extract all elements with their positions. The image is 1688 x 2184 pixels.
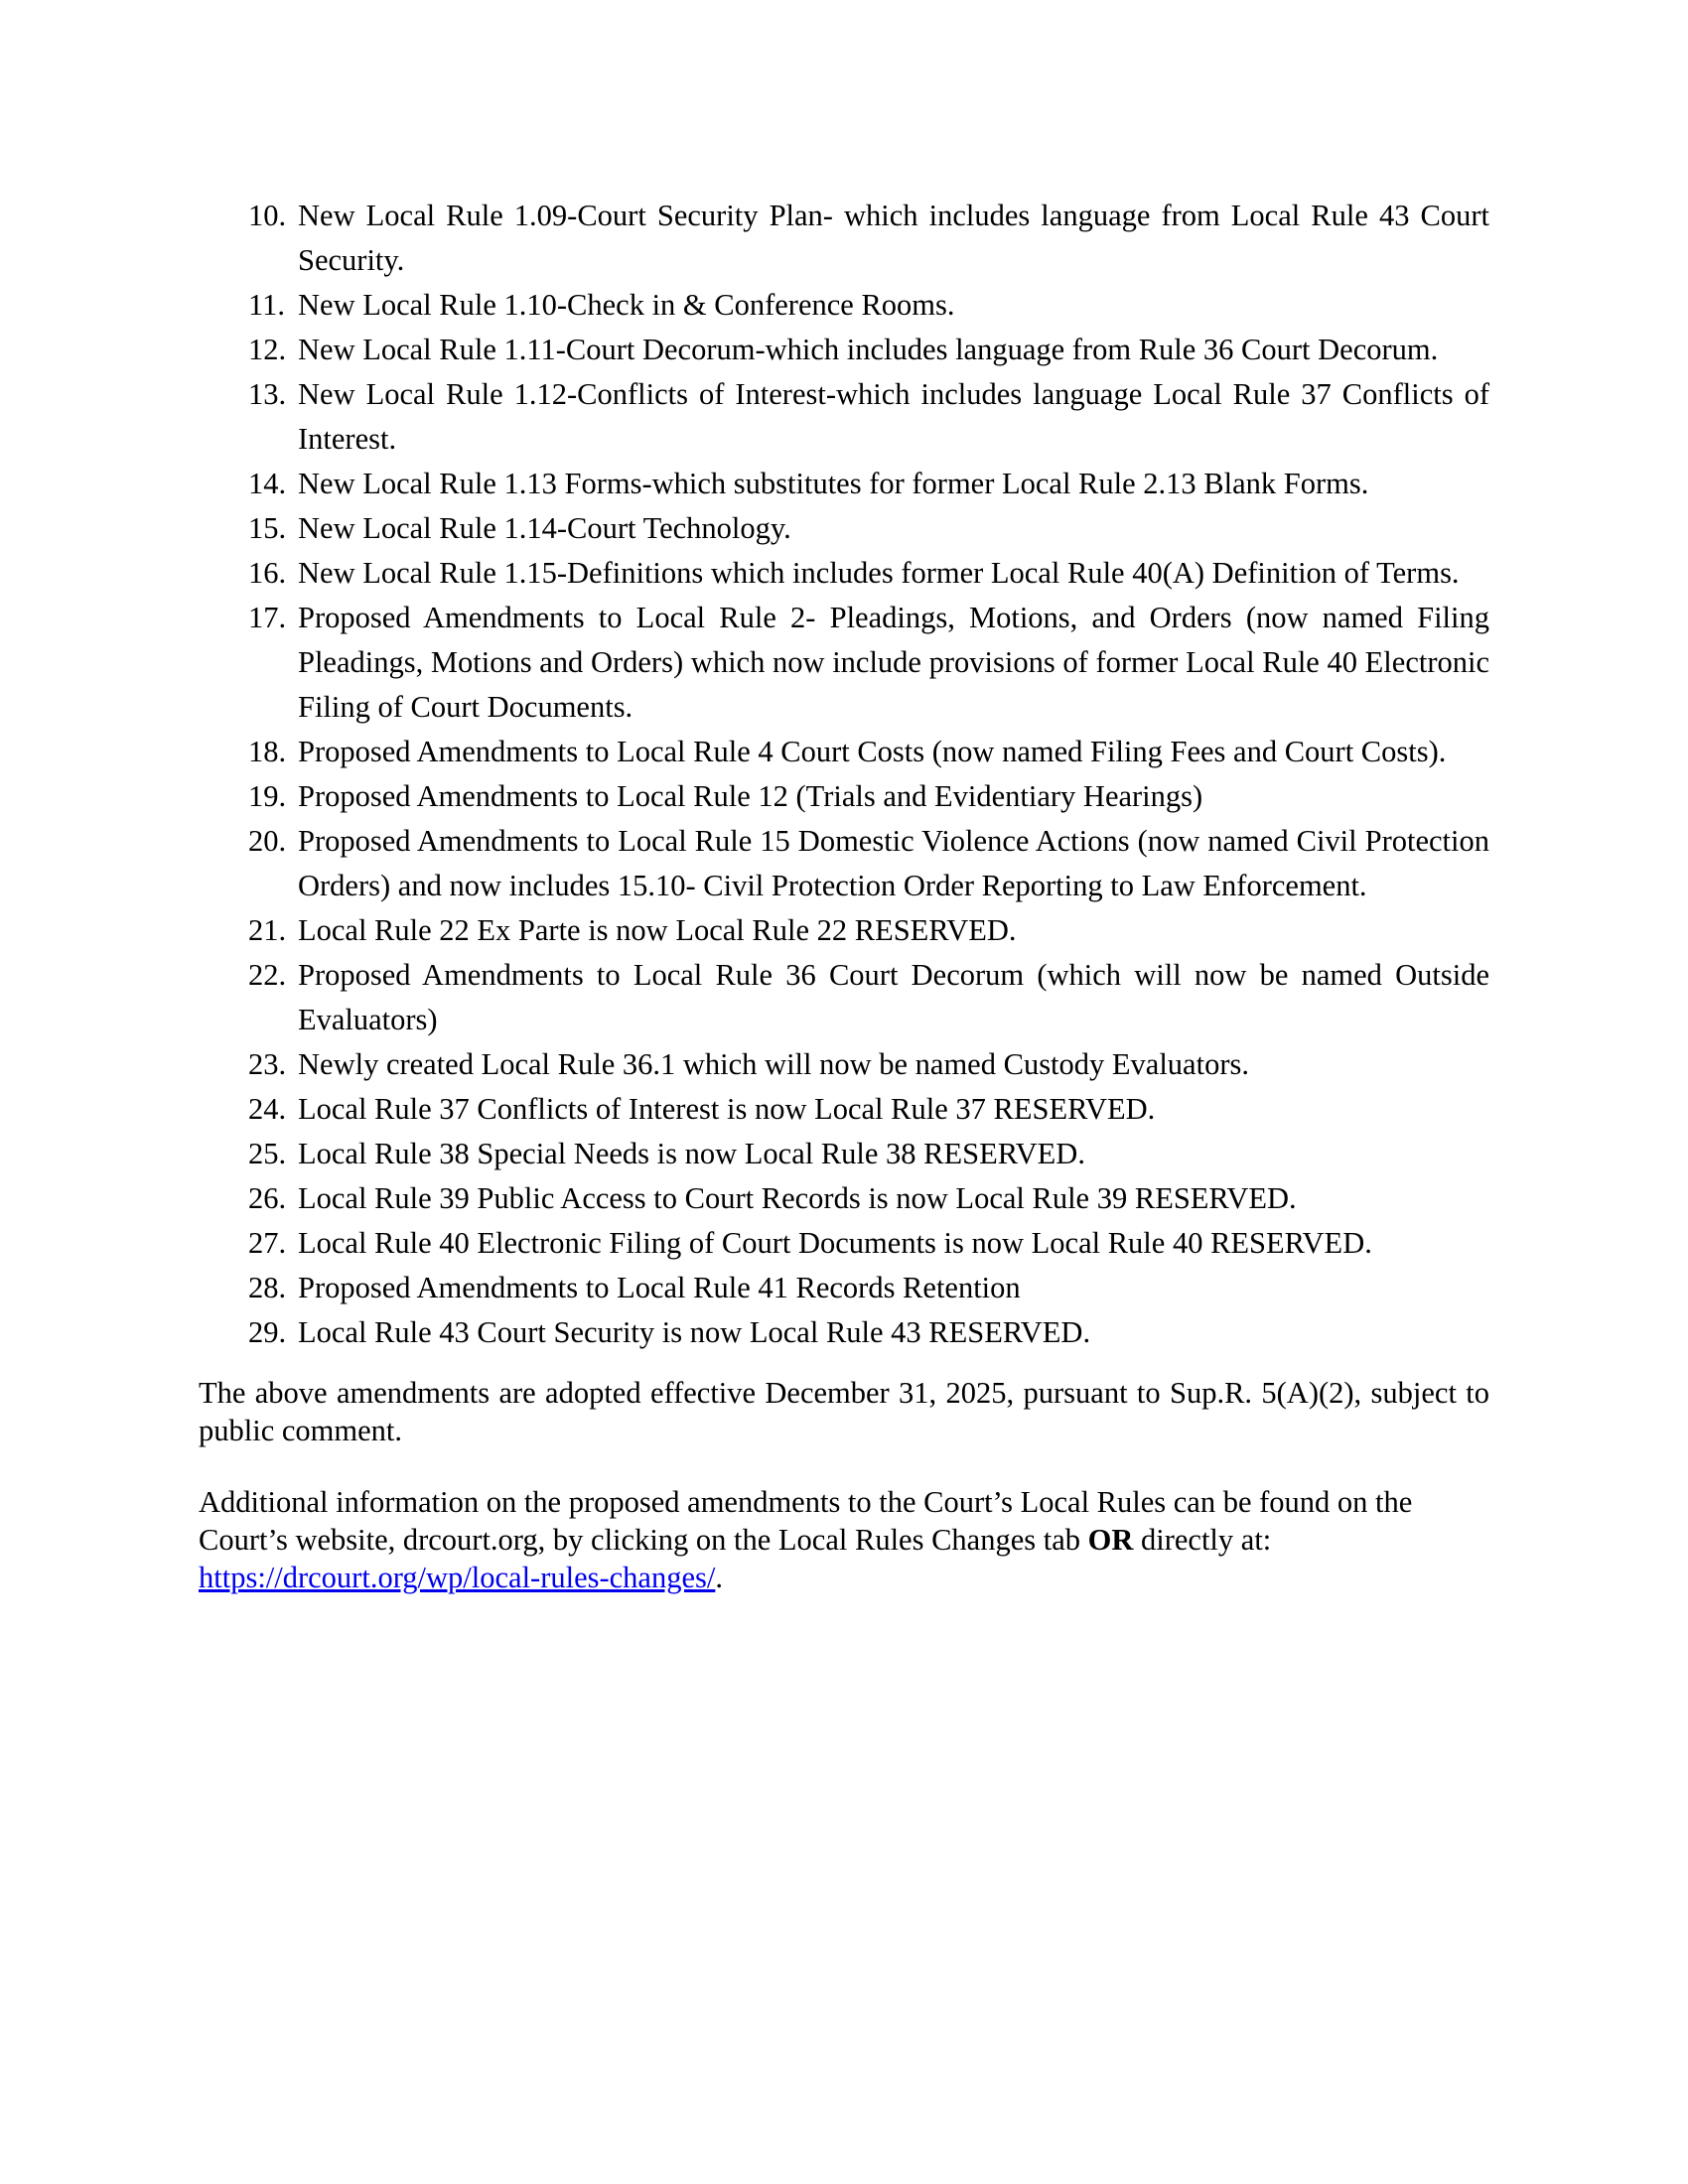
list-item-text: Proposed Amendments to Local Rule 41 Records Retention <box>298 1271 1021 1304</box>
list-item-text: New Local Rule 1.11-Court Decorum-which includes language from Rule 36 Court Decorum. <box>298 333 1439 366</box>
list-item-text: New Local Rule 1.14-Court Technology. <box>298 511 791 545</box>
list-item-number: 28. <box>248 1271 287 1304</box>
list-item <box>199 1042 1489 1087</box>
local-rules-changes-link[interactable]: https://drcourt.org/wp/local-rules-changes/ <box>199 1561 716 1594</box>
list-item <box>199 1132 1489 1176</box>
list-item-number: 26. <box>248 1181 287 1215</box>
list-item <box>199 372 1489 462</box>
list-item-number: 13. <box>248 377 287 411</box>
list-item <box>199 506 1489 551</box>
list-item-text: Local Rule 39 Public Access to Court Records is now Local Rule 39 RESERVED. <box>298 1181 1297 1215</box>
list-item-text: New Local Rule 1.13 Forms-which substitutes for former Local Rule 2.13 Blank Forms. <box>298 467 1369 500</box>
list-item-number: 20. <box>248 824 287 858</box>
or-emphasis: OR <box>1087 1523 1134 1557</box>
list-item-text: Proposed Amendments to Local Rule 36 Court Decorum (which will now be named Outside Evaluators) <box>298 958 1489 1036</box>
list-item-number: 14. <box>248 467 287 500</box>
list-item <box>199 194 1489 283</box>
list-item <box>199 328 1489 372</box>
list-item <box>199 908 1489 953</box>
list-item-number: 19. <box>248 779 287 813</box>
list-item-text: Proposed Amendments to Local Rule 15 Domestic Violence Actions (now named Civil Protection Orders) and now includes 15.10- Civil Protection Order Reporting to Law Enforcement. <box>298 824 1489 902</box>
additional-info-paragraph <box>199 1483 1489 1596</box>
list-item <box>199 774 1489 819</box>
list-item-number: 17. <box>248 601 287 634</box>
list-item-number: 27. <box>248 1226 287 1260</box>
list-item <box>199 462 1489 506</box>
additional-info-text-cont: directly at: <box>1133 1523 1272 1557</box>
list-item-number: 23. <box>248 1047 287 1081</box>
list-item-text: New Local Rule 1.09-Court Security Plan- which includes language from Local Rule 43 Court Security. <box>298 199 1489 277</box>
list-item <box>199 596 1489 730</box>
list-item <box>199 1266 1489 1310</box>
link-period: . <box>715 1561 723 1594</box>
list-item-number: 22. <box>248 958 287 992</box>
list-item-text: New Local Rule 1.12-Conflicts of Interest-which includes language Local Rule 37 Conflicts of Interest. <box>298 377 1489 456</box>
list-item <box>199 1221 1489 1266</box>
amendments-list <box>199 194 1489 1355</box>
list-item-text: New Local Rule 1.10-Check in & Conference Rooms. <box>298 288 955 322</box>
list-item <box>199 953 1489 1042</box>
list-item-text: Local Rule 38 Special Needs is now Local Rule 38 RESERVED. <box>298 1137 1085 1170</box>
list-item-number: 11. <box>248 288 285 322</box>
list-item <box>199 730 1489 774</box>
list-item <box>199 1176 1489 1221</box>
list-item-number: 15. <box>248 511 287 545</box>
list-item-number: 29. <box>248 1315 287 1349</box>
list-item-text: Newly created Local Rule 36.1 which will now be named Custody Evaluators. <box>298 1047 1249 1081</box>
list-item-text: Local Rule 40 Electronic Filing of Court Documents is now Local Rule 40 RESERVED. <box>298 1226 1372 1260</box>
list-item <box>199 1310 1489 1355</box>
list-item-number: 12. <box>248 333 287 366</box>
list-item-number: 25. <box>248 1137 287 1170</box>
additional-info-text: Additional information on the proposed amendments to the Court’s Local Rules can be found on the Court’s website, drcourt.org, by clicking on the Local Rules Changes tab <box>199 1485 1413 1557</box>
document-page <box>199 194 1489 1596</box>
list-item-number: 10. <box>248 199 287 232</box>
list-item-text: Local Rule 37 Conflicts of Interest is now Local Rule 37 RESERVED. <box>298 1092 1156 1126</box>
list-item-number: 24. <box>248 1092 287 1126</box>
list-item-number: 16. <box>248 556 287 590</box>
list-item-text: Proposed Amendments to Local Rule 4 Court Costs (now named Filing Fees and Court Costs). <box>298 735 1447 768</box>
list-item-text: Local Rule 22 Ex Parte is now Local Rule 22 RESERVED. <box>298 913 1017 947</box>
list-item <box>199 819 1489 908</box>
list-item-number: 18. <box>248 735 287 768</box>
list-item <box>199 283 1489 328</box>
list-item-text: Local Rule 43 Court Security is now Local Rule 43 RESERVED. <box>298 1315 1091 1349</box>
list-item <box>199 551 1489 596</box>
list-item-number: 21. <box>248 913 287 947</box>
list-item-text: Proposed Amendments to Local Rule 12 (Trials and Evidentiary Hearings) <box>298 779 1203 813</box>
list-item-text: New Local Rule 1.15-Definitions which includes former Local Rule 40(A) Definition of Terms. <box>298 556 1460 590</box>
list-item <box>199 1087 1489 1132</box>
adoption-paragraph: The above amendments are adopted effective December 31, 2025, pursuant to Sup.R. 5(A)(2), subject to public comment. <box>199 1376 1489 1447</box>
list-item-text: Proposed Amendments to Local Rule 2- Pleadings, Motions, and Orders (now named Filing Pleadings, Motions and Orders) which now include provisions of former Local Rule 40 Electronic Filing of Court Documents. <box>298 601 1489 724</box>
